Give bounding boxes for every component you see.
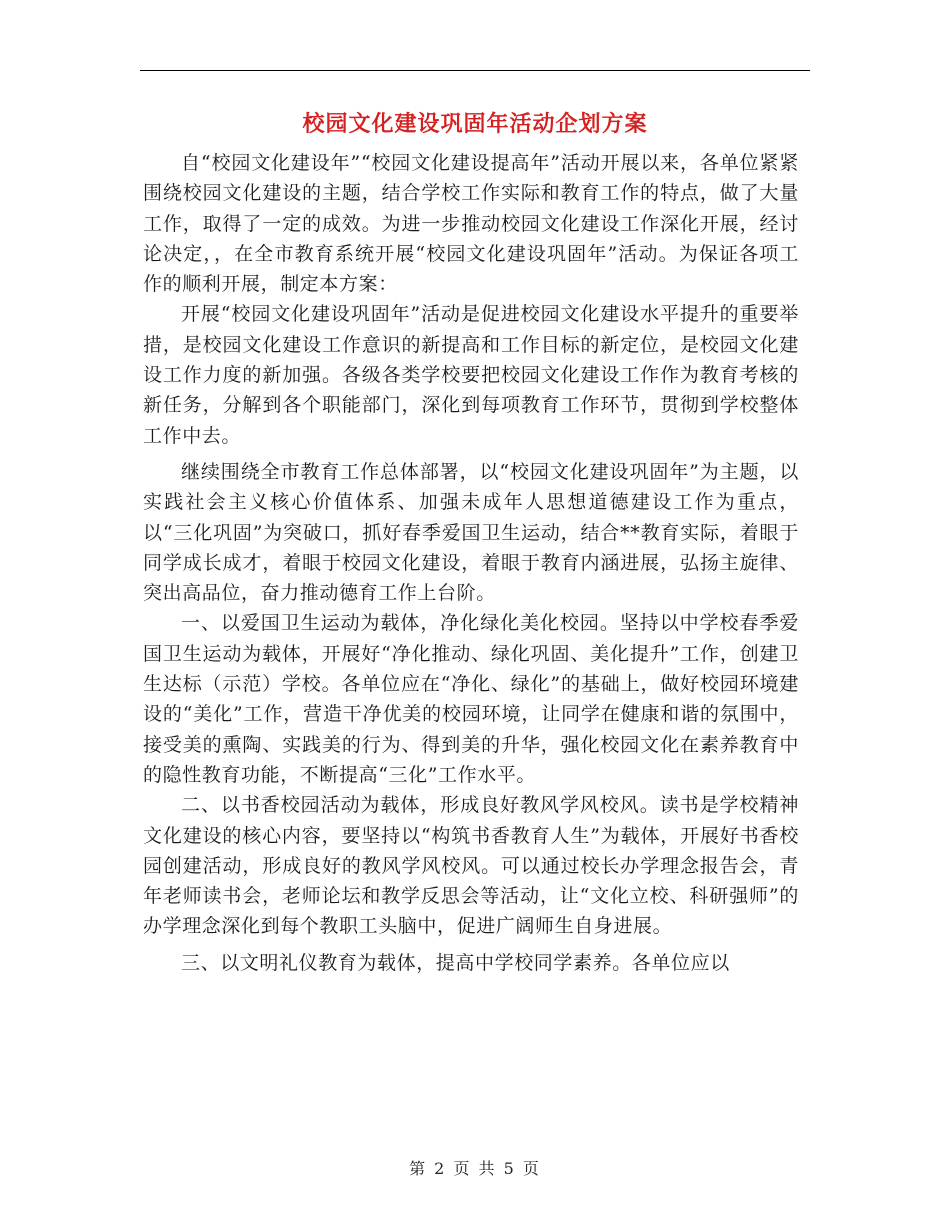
paragraph-section-one: 一、以爱国卫生运动为载体，净化绿化美化校园。坚持以中学校春季爱国卫生运动为载体，开展好“净化推动、绿化巩固、美化提升”工作，创建卫生达标（示范）学校。各单位应在“净化、绿化”的基础上，做好校园环境建设的“美化”工作，营造干净优美的校园环境，让同学在健康和谐的氛围中，接受美的熏陶、实践美的行为、得到美的升华，强化校园文化在素养教育中的隐性教育功能，不断提高“三化”工作水平。	[143, 612, 799, 786]
document-title: 校园文化建设巩固年活动企划方案	[302, 111, 648, 137]
document-body	[143, 148, 799, 978]
paragraph-section-two: 二、以书香校园活动为载体，形成良好教风学风校风。读书是学校精神文化建设的核心内容，要坚持以“构筑书香教育人生”为载体，开展好书香校园创建活动，形成良好的教风学风校风。可以通过校长办学理念报告会，青年老师读书会，老师论坛和教学反思会等活动，让“文化立校、科研强师”的办学理念深化到每个教职工头脑中，促进广阔师生自身进展。	[143, 794, 799, 938]
header-rule	[140, 70, 810, 71]
page-number: 第 2 页 共 5 页	[409, 1159, 541, 1178]
paragraph-guiding-idea: 继续围绕全市教育工作总体部署，以“校园文化建设巩固年”为主题，以实践社会主义核心价值体系、加强未成年人思想道德建设工作为重点，以“三化巩固”为突破口，抓好春季爱国卫生运动，结合**教育实际，着眼于同学成长成才，着眼于校园文化建设，着眼于教育内涵进展，弘扬主旋律、突出高品位，奋力推动德育工作上台阶。	[143, 460, 799, 605]
paragraph-intro: 自“校园文化建设年”“校园文化建设提高年”活动开展以来，各单位紧紧围绕校园文化建设的主题，结合学校工作实际和教育工作的特点，做了大量工作，取得了一定的成效。为进一步推动校园文化建设工作深化开展，经讨论决定，，在全市教育系统开展“校园文化建设巩固年”活动。为保证各项工作的顺利开展，制定本方案：	[143, 152, 799, 296]
paragraph-significance: 开展“校园文化建设巩固年”活动是促进校园文化建设水平提升的重要举措，是校园文化建设工作意识的新提高和工作目标的新定位，是校园文化建设工作力度的新加强。各级各类学校要把校园文化建设工作作为教育考核的新任务，分解到各个职能部门，深化到每项教育工作环节，贯彻到学校整体工作中去。	[143, 303, 799, 447]
paragraph-section-three: 三、以文明礼仪教育为载体，提高中学校同学素养。各单位应以	[181, 951, 730, 974]
